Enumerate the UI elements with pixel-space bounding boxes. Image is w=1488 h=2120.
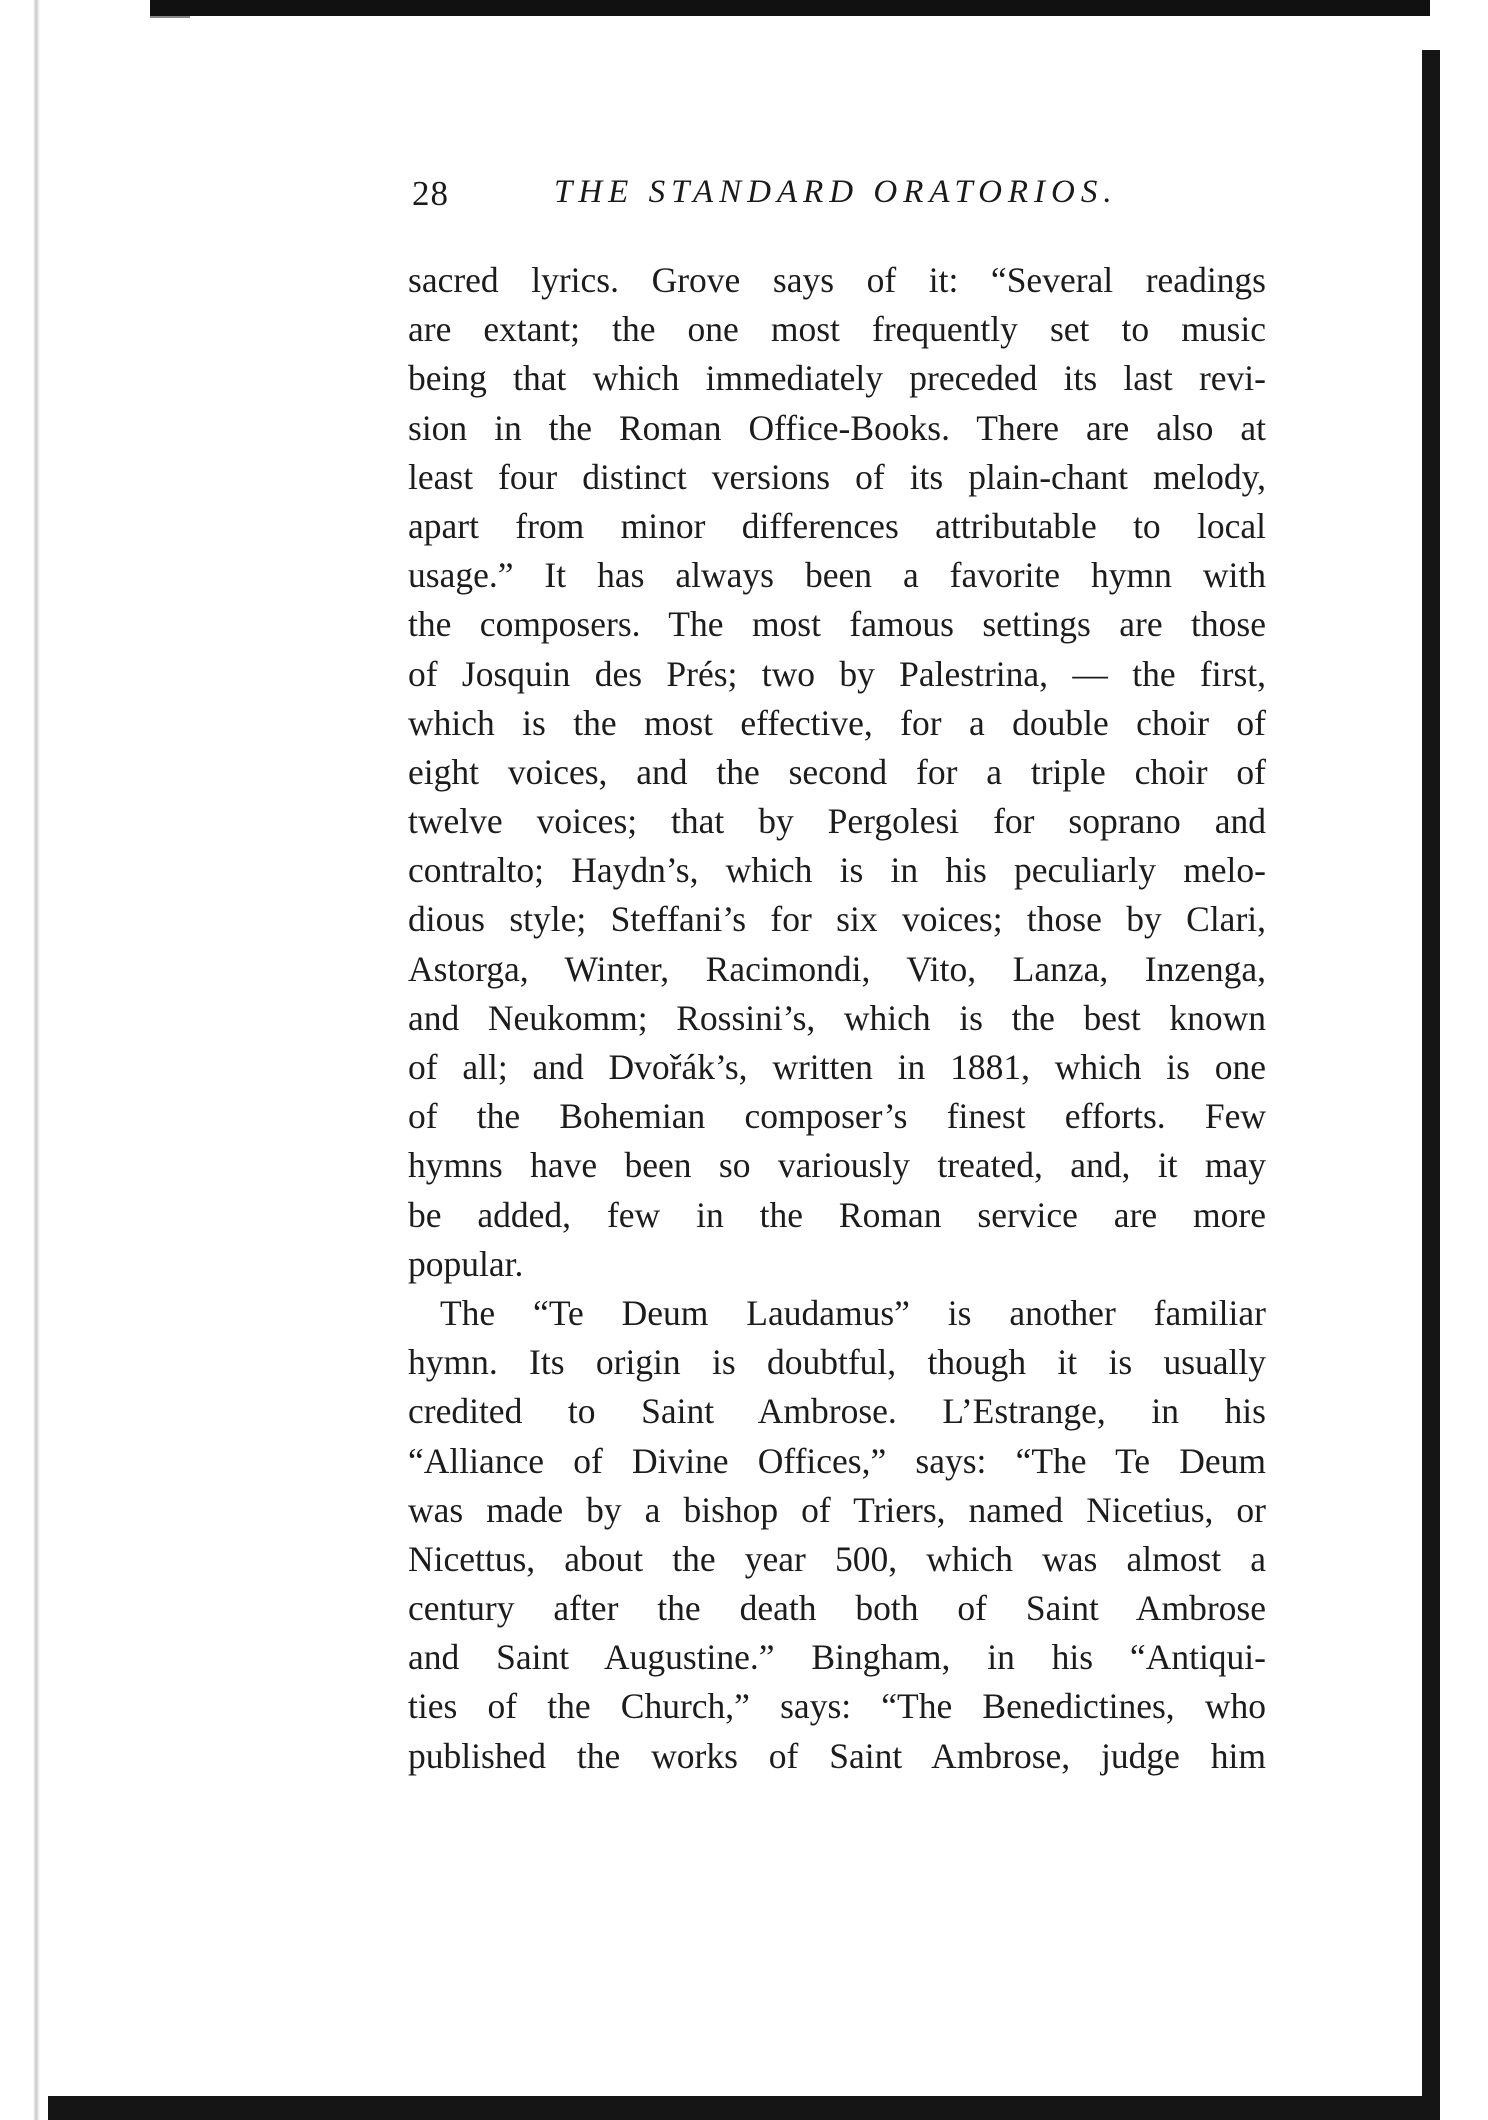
text-line: century after the death both of Saint Ambrose xyxy=(408,1588,1266,1629)
text-line: ties of the Church,” says: “The Benedictines, who xyxy=(408,1686,1266,1727)
text-line: are extant; the one most frequently set to music xyxy=(408,309,1266,350)
page-number: 28 xyxy=(412,174,449,213)
text-line: credited to Saint Ambrose. L’Estrange, in his xyxy=(408,1391,1266,1432)
text-line: of Josquin des Prés; two by Palestrina, — the first, xyxy=(408,653,1266,694)
text-line: published the works of Saint Ambrose, judge him xyxy=(408,1735,1266,1776)
scan-corner-mark xyxy=(150,16,190,18)
text-line: Astorga, Winter, Racimondi, Vito, Lanza, Inzenga, xyxy=(408,948,1266,989)
text-line: popular. xyxy=(408,1243,524,1284)
scan-border-bottom xyxy=(48,2096,1440,2120)
text-line: was made by a bishop of Triers, named Nicetius, or xyxy=(408,1489,1266,1530)
text-line: sacred lyrics. Grove says of it: “Several readings xyxy=(408,260,1266,300)
text-line: eight voices, and the second for a triple choir of xyxy=(408,751,1266,792)
text-line: usage.” It has always been a favorite hymn with xyxy=(408,555,1266,596)
text-line: hymns have been so variously treated, and, it may xyxy=(408,1145,1266,1186)
text-line: “Alliance of Divine Offices,” says: “The Te Deum xyxy=(408,1440,1266,1481)
text-line: sion in the Roman Office-Books. There are also at xyxy=(408,407,1266,448)
running-head: THE STANDARD ORATORIOS. xyxy=(554,174,1118,210)
scan-border-left xyxy=(28,0,48,2120)
text-line: of all; and Dvořák’s, written in 1881, which is one xyxy=(408,1047,1266,1087)
text-line: hymn. Its origin is doubtful, though it is usually xyxy=(408,1342,1266,1383)
text-line: be added, few in the Roman service are more xyxy=(408,1194,1266,1235)
text-line: The “Te Deum Laudamus” is another familiar xyxy=(440,1292,1266,1333)
paragraph xyxy=(408,1289,1266,1781)
body-text xyxy=(408,256,1266,1781)
text-line: twelve voices; that by Pergolesi for soprano and xyxy=(408,801,1266,842)
text-line: dious style; Steffani’s for six voices; those by Clari, xyxy=(408,899,1266,940)
scan-border-top xyxy=(150,0,1430,16)
text-line: apart from minor differences attributable to local xyxy=(408,505,1266,546)
text-line: and Saint Augustine.” Bingham, in his “Antiqui- xyxy=(408,1637,1266,1678)
text-line: of the Bohemian composer’s finest efforts. Few xyxy=(408,1096,1266,1137)
text-line: least four distinct versions of its plain-chant melody, xyxy=(408,456,1266,497)
text-line: which is the most effective, for a double choir of xyxy=(408,702,1266,743)
text-line: Nicettus, about the year 500, which was almost a xyxy=(408,1538,1266,1579)
text-line: and Neukomm; Rossini’s, which is the best known xyxy=(408,997,1266,1038)
paragraph xyxy=(408,256,1266,1289)
text-line: the composers. The most famous settings are those xyxy=(408,604,1266,645)
page-header xyxy=(412,174,1132,224)
scan-border-right xyxy=(1422,50,1440,2120)
text-line: being that which immediately preceded its last revi- xyxy=(408,358,1266,399)
text-line: contralto; Haydn’s, which is in his peculiarly melo- xyxy=(408,850,1266,891)
